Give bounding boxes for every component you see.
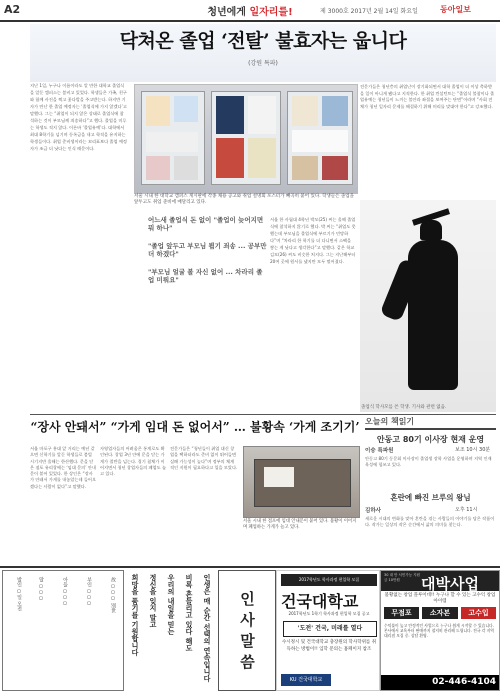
left-margin <box>2 24 27 412</box>
sidebar-text-1: 안동고 80기 동문회 이사장이 졸업생 장학 사업을 운영하며 지역 인재 육성에 힘쓰고 있다. <box>365 456 492 467</box>
business-ad-subtitle: 불황없는 창업 플루이데!! 누구나 할 수 있는 고수익 창업 아이템 <box>384 593 496 604</box>
konkuk-slogan: '도전' 건국, 미래를 열다 <box>283 621 377 637</box>
konkuk-subtitle: 2017학년도 1학기 학사과정 편입학 모집 공고 <box>288 611 370 616</box>
sidebar <box>365 414 496 564</box>
pull-quote: 어느새 졸업식 돈 없이 "졸업이 늦어지면 뭐 하나" <box>148 216 264 232</box>
konkuk-university-ad <box>276 570 380 691</box>
business-ad-badge: 무점포 <box>384 607 419 619</box>
newspaper-brand: 동아일보 <box>440 5 471 14</box>
sidebar-time-2: 오후 11시 <box>455 507 478 513</box>
issue-date: 제 3000호 2017년 2월 14일 화요일 <box>320 8 418 15</box>
sidebar-rule <box>365 428 496 430</box>
section2-column: 전문가들은 “청년들이 취업 대신 창업을 택하더라도 준비 없이 뛰어들면 실패 가능성이 높다”며 정부의 체계적인 지원이 필요하다고 입을 모았다. <box>170 446 238 470</box>
business-ad-tagline: 30 대 만 서민가능 지원금 10만원 <box>384 573 420 582</box>
greeting-title-box <box>218 570 276 691</box>
obituary-line: 故 ○○○ 別世 <box>110 577 116 614</box>
business-ad <box>380 570 500 691</box>
pull-quote: "졸업 앞두고 부모님 뵙기 죄송 ... 공부만 더 하겠다" <box>148 242 267 258</box>
pull-quotes <box>148 216 268 294</box>
message-line: 비록 흔들리고 있다 해도 <box>185 574 193 652</box>
bulletin-board <box>141 91 205 185</box>
page-number: A2 <box>4 3 21 16</box>
sidebar-author-1: 이승 특파원 <box>365 448 394 454</box>
greeting-message <box>124 570 216 689</box>
photo-caption: 서울 시내 한 대학교 캠퍼스 게시판에 각종 채용 공고와 취업 설명회 포스터가 빼곡히 붙어 있다. 학생들은 졸업을 앞두고도 취업 준비에 매달리고 있다. <box>134 194 354 205</box>
sidebar-text-2: 새로운 시대의 변화를 맞아 혼란을 겪는 사람들의 이야기를 담은 작품이다. 작가는 일상의 작은 순간에서 삶의 의미를 찾는다. <box>365 516 495 527</box>
sidebar-time-1: 보조 10시 30분 <box>455 447 491 453</box>
konkuk-name: 건국대학교 <box>281 592 359 611</box>
shop-caption: 서울 시내 한 점포에 임대 안내문이 붙어 있다. 불황이 이어지며 폐업하는 가게가 늘고 있다. <box>243 519 357 530</box>
sidebar-heading-2: 혼란에 빠진 브루의 왕님 <box>390 493 471 502</box>
article-middle-text: 서울 한 사립대 4학년 박모(25) 씨는 올해 졸업식에 참석하지 않기로 했다. 박 씨는 “취업도 못 했는데 부모님을 졸업식에 부르기가 민망하다”며 “차라리 한 학기를 더 다니면서 스펙을 쌓는 게 낫다고 생각한다”고 말했다. 같은 학교 김모(26) 씨도 비슷한 처지다. 그는 지난해부터 20여 곳에 원서를 냈지만 모두 떨어졌다. <box>270 217 356 264</box>
main-headline-banner <box>30 24 496 82</box>
business-ad-badge: 소자본 <box>422 607 458 619</box>
ads-divider <box>0 566 500 568</box>
business-ad-phone: 02-446-4104 <box>381 675 499 690</box>
obituary-line: 부인 ○○○ <box>86 577 92 607</box>
message-line: 인생은 매 순간 선택의 연속입니다 <box>203 574 211 682</box>
section2-headline: “장사 안돼서” “가게 임대 돈 없어서” … 불황속 ‘가게 조기기’ <box>30 420 360 434</box>
article-right-text: 전문가들은 청년층의 취업난이 장기화되면서 대학 졸업이 더 이상 축하받을 일이 아니게 됐다고 지적한다. 한 취업 컨설턴트는 “졸업식 불참이나 졸업유예는 청년들이 느끼는 불안과 좌절을 보여주는 단면”이라며 “사회 전체가 청년 일자리 문제를 해결하기 위해 머리를 맞대야 한다”고 강조했다. <box>360 84 495 109</box>
pull-quote: "부모님 얼굴 볼 자신 없어 ... 차라리 졸업 미뤄요" <box>148 268 263 284</box>
obituary-notice <box>2 570 124 691</box>
section2-headline-wrap <box>30 418 360 442</box>
bulletin-board <box>211 91 281 185</box>
business-ad-header <box>381 571 499 591</box>
sidebar-author-2: 김하사 <box>365 508 381 514</box>
business-ad-details: 수익률이 높고 안정적인 사업으로 누구나 쉽게 시작할 수 있습니다. 본사에서 교육부터 판매까지 철저히 관리해 드립니다. 전국 각 지역 대리점 모집 중. 상담 환영. <box>384 623 494 638</box>
graduate-caption: 졸업식 학사모를 쓴 학생. 기사와 관련 없음. <box>361 405 447 410</box>
greeting-title: 인사말씀 <box>238 591 256 675</box>
message-line: 희망을 품기를 기원합니다 <box>131 574 139 656</box>
graduate-gown <box>408 240 458 390</box>
bulletin-board <box>287 91 353 185</box>
main-byline: (강원 특파) <box>248 60 278 67</box>
business-ad-badge: 고수입 <box>461 607 496 619</box>
obituary-line: 딸 ○○○ <box>38 577 44 602</box>
lead-article-text: 지난 1일, 누구나 이름이라도 알 만한 대학교 졸업식을 앞둔 캠퍼스는 붐비고 있었다. 학생들은 가족, 친구와 함께 사진을 찍고 꽃다발을 주고받는다. 하지만 기자가 만난 한 졸업 예정자는 ‘졸업식에 가지 않겠다’고 말했다. 그는 “취업이 되지 않은 상태로 졸업식에 참석하는 것이 부모님께 죄송하다”고 했다. 졸업을 미루는 학생도 적지 않다. 이른바 ‘졸업유예’다. 대학에서 최대 8학기를 넘기며 등록금을 내고 학적을 유지하는 학생들이다. 취업 준비생이라는 꼬리표보다 졸업 예정자가 조금 더 낫다는 인식 때문이다. <box>30 83 127 151</box>
sidebar-logo: 오늘의 책읽기 <box>365 417 415 426</box>
obituary-line: 아들 ○○○ <box>62 577 68 607</box>
bulletin-board-photo <box>134 84 358 194</box>
page-header <box>0 0 500 22</box>
konkuk-body: 수시정시 및 건국대학교 충장원의 학사학위를 취득하는 방법이!! 입학 문의는 홈페이지 참조 <box>281 640 377 652</box>
series-title: 청년에게 일자리를! <box>207 7 293 18</box>
series-title-accent: 일자리를! <box>249 7 293 18</box>
section2-column: 자영업자들의 어려움은 통계로도 확인된다. 창업 3년 안에 문을 닫는 가게가 절반을 넘는다. 경기 침체가 이어지면서 청년 창업자들의 폐업도 늘고 있다. <box>100 446 166 477</box>
shop-photo <box>243 446 360 518</box>
message-line: 정신을 잊지 말고 <box>149 574 157 628</box>
graduate-head <box>420 220 442 240</box>
business-ad-title: 대박사업 <box>421 575 479 593</box>
obituary-line: 발인 ○일 오전 <box>16 577 22 612</box>
main-headline: 닥쳐온 졸업 ‘전탈’ 불효자는 웁니다 <box>119 30 407 52</box>
sidebar-heading-1: 안동고 80기 이사장 현재 운영 <box>376 435 485 444</box>
message-line: 우리의 내일을 믿는 <box>167 574 175 635</box>
section2-column: 서울 마포구 홍대 앞 거리는 예년 같으면 신학기를 앞둔 학생들로 붐빌 시기지만 올해는 한산했다. 문을 닫은 점포 유리창에는 ‘임대 문의’ 안내문이 붙어 있었다. 한 상인은 “장사가 안돼서 가게를 내놓았는데 들어오겠다는 사람이 없다”고 말했다. <box>30 446 96 489</box>
graduate-photo <box>360 200 496 412</box>
konkuk-banner: 2017학년도 학사과정 편입학 모집 <box>281 574 377 586</box>
konkuk-logo: KU 건국대학교 <box>281 674 331 686</box>
